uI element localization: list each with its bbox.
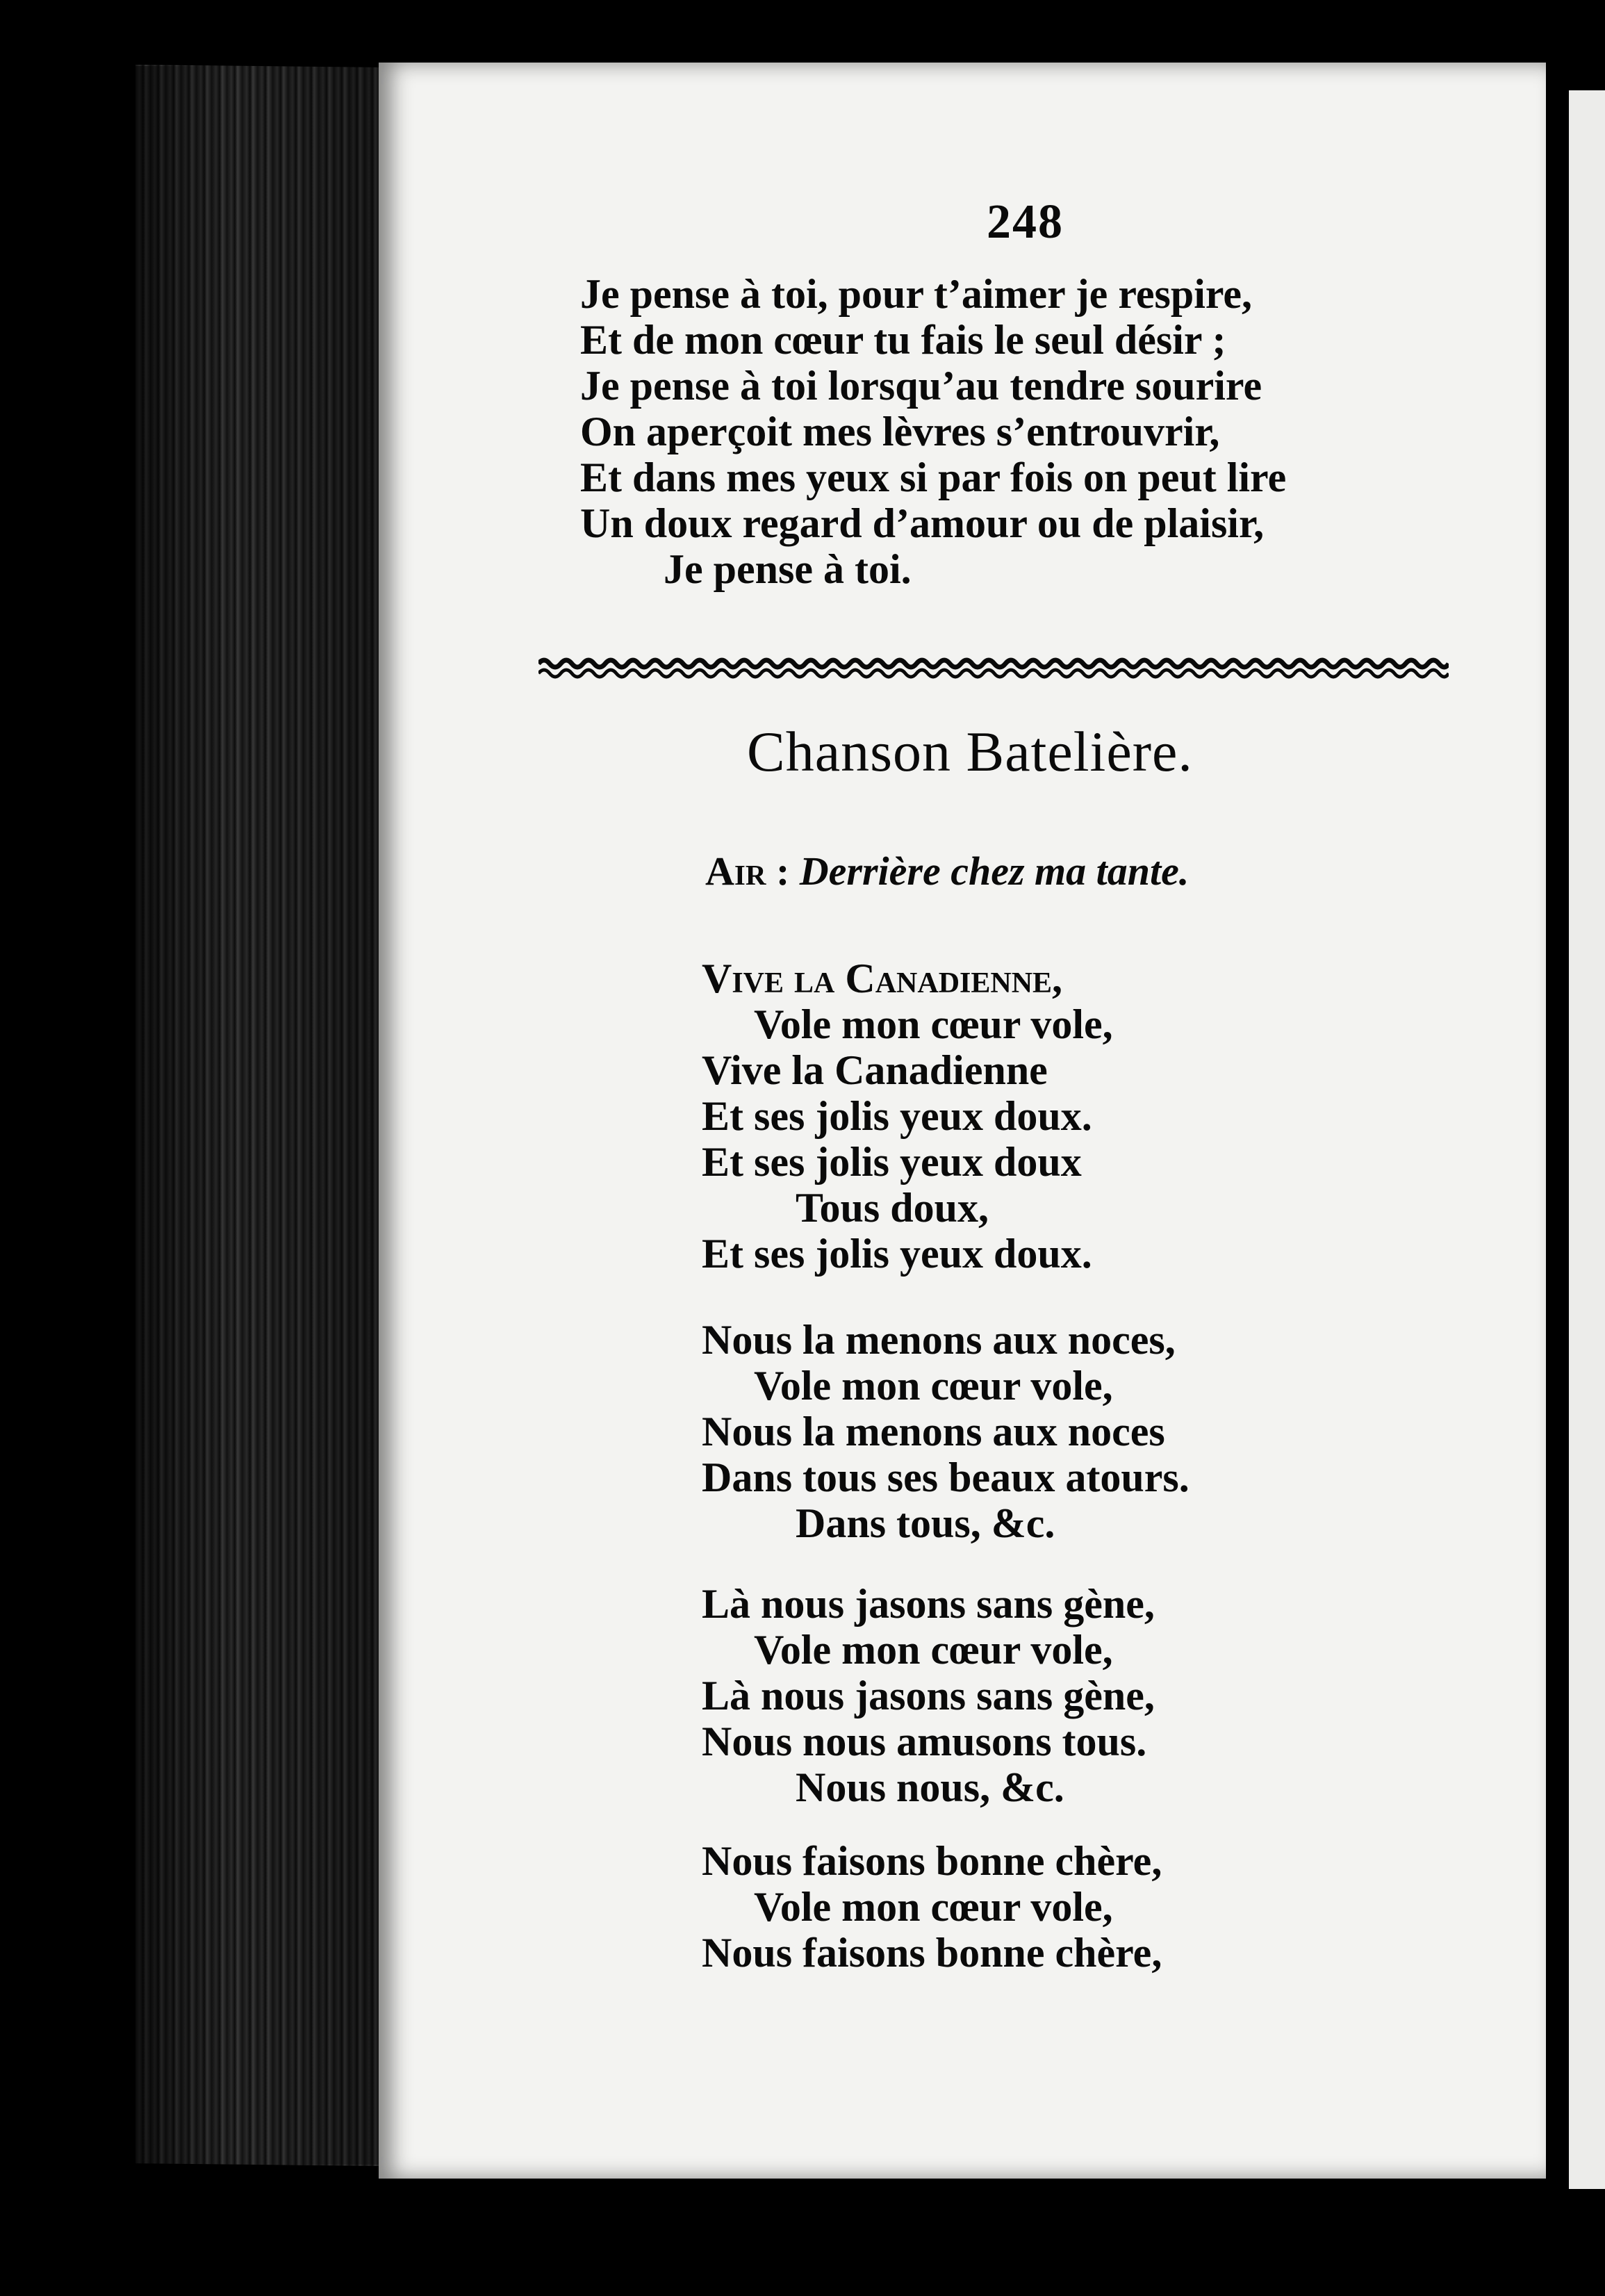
- verse-line: Là nous jasons sans gène,: [702, 1673, 1155, 1719]
- poem-line: On aperçoit mes lèvres s’entrouvrir,: [580, 409, 1220, 454]
- song-verse-2: [702, 1317, 1327, 1546]
- verse-line: Vole mon cœur vole,: [754, 1884, 1113, 1930]
- song-verse-1: [702, 956, 1327, 1277]
- poem-line: Et de mon cœur tu fais le seul désir ;: [580, 317, 1226, 363]
- wavy-divider-rule: [538, 657, 1449, 680]
- verse-line: Nous nous amusons tous.: [702, 1719, 1147, 1764]
- poem-line: Et dans mes yeux si par fois on peut lire: [580, 454, 1287, 500]
- facing-page-edge: [1569, 90, 1605, 2189]
- air-indication: [705, 848, 1189, 894]
- air-label: Air :: [705, 848, 790, 894]
- page-edge-shadow: [135, 66, 379, 2165]
- poem-line: Un doux regard d’amour ou de plaisir,: [580, 500, 1265, 546]
- verse-line: Vive la Canadienne,: [702, 956, 1063, 1001]
- page-content: [379, 63, 1546, 2179]
- verse-line: Dans tous ses beaux atours.: [702, 1454, 1190, 1500]
- verse-line: Vole mon cœur vole,: [754, 1627, 1113, 1673]
- song-verse-4: [702, 1838, 1327, 1976]
- verse-line: Nous faisons bonne chère,: [702, 1838, 1162, 1884]
- verse-line: Et ses jolis yeux doux.: [702, 1231, 1092, 1277]
- poem-line: Je pense à toi, pour t’aimer je respire,: [580, 271, 1253, 317]
- verse-line: Et ses jolis yeux doux: [702, 1139, 1082, 1185]
- song-verse-3: [702, 1581, 1327, 1810]
- verse-line: Vole mon cœur vole,: [754, 1363, 1113, 1409]
- verse-line: Là nous jasons sans gène,: [702, 1581, 1155, 1627]
- poem-refrain-line: Je pense à toi.: [664, 546, 912, 592]
- air-tune-name: Derrière chez ma tante.: [799, 848, 1190, 894]
- verse-line: Vive la Canadienne: [702, 1047, 1048, 1093]
- poem-line: Je pense à toi lorsqu’au tendre sourire: [580, 363, 1262, 409]
- verse-line: Nous la menons aux noces: [702, 1409, 1165, 1454]
- page-number: 248: [987, 195, 1064, 249]
- verse-line: Et ses jolis yeux doux.: [702, 1093, 1092, 1139]
- verse-line: Tous doux,: [796, 1185, 989, 1231]
- verse-line: Nous nous, &c.: [796, 1764, 1064, 1810]
- verse-line: Nous faisons bonne chère,: [702, 1930, 1162, 1976]
- verse-line: Nous la menons aux noces,: [702, 1317, 1176, 1363]
- song-title: Chanson Batelière.: [747, 720, 1193, 783]
- poem-stanza-je-pense-a-toi: [580, 271, 1504, 592]
- verse-line: Dans tous, &c.: [796, 1500, 1055, 1546]
- book-page: [379, 63, 1546, 2179]
- verse-line: Vole mon cœur vole,: [754, 1001, 1113, 1047]
